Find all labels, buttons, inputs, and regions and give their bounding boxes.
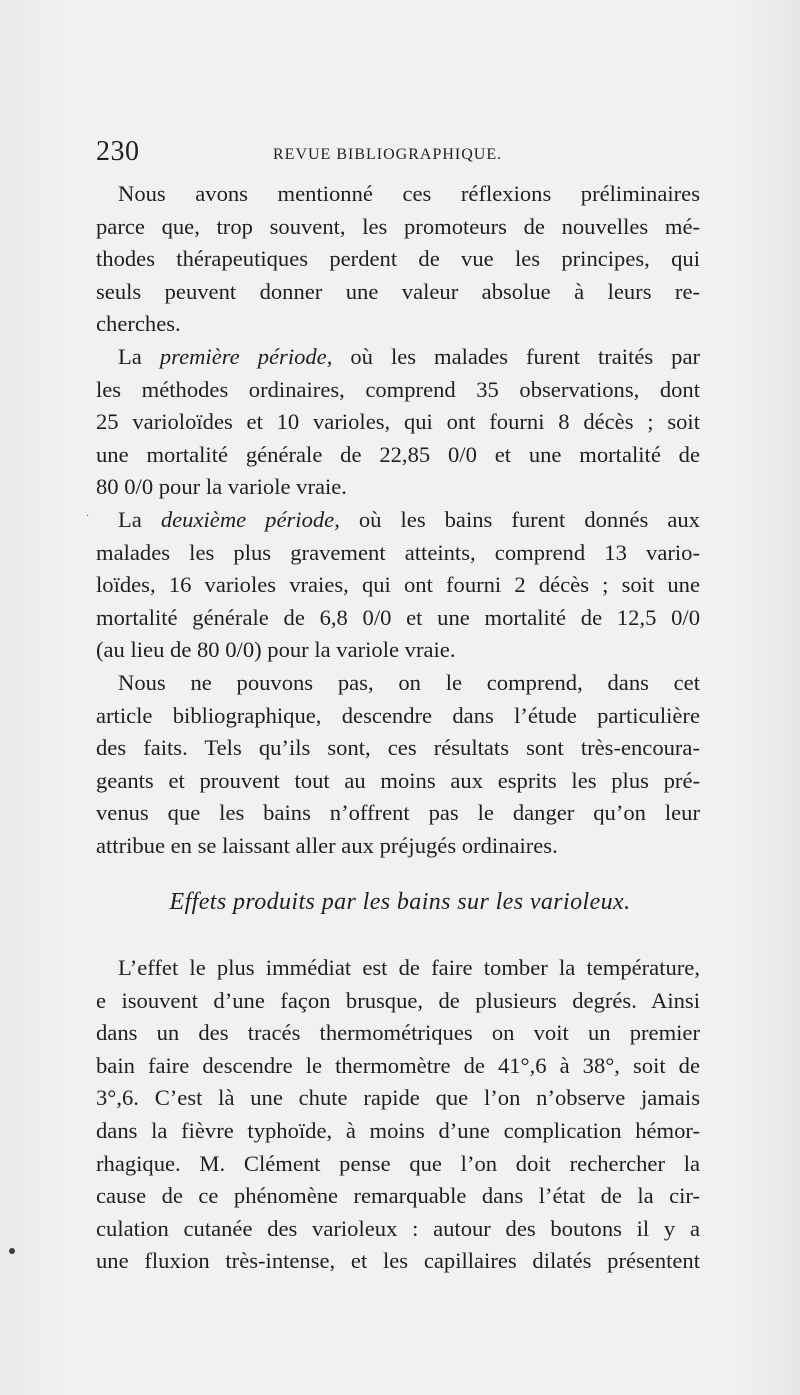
paragraph-line: dans un des tracés thermométriques on voit un premier xyxy=(96,1020,700,1046)
paragraph-line: thodes thérapeutiques perdent de vue les principes, qui xyxy=(96,246,700,272)
paragraph-line: venus que les bains n’offrent pas le danger qu’on leur xyxy=(96,800,700,826)
paragraph-line xyxy=(96,504,700,537)
paragraph-4 xyxy=(96,667,700,863)
running-head: REVUE BIBLIOGRAPHIQUE. xyxy=(273,146,503,163)
paragraph-line: parce que, trop souvent, les promoteurs de nouvelles mé- xyxy=(96,213,700,239)
page-header xyxy=(96,138,704,174)
paragraph-line: culation cutanée des varioleux : autour des boutons il y a xyxy=(96,1215,700,1241)
paragraph-5 xyxy=(96,952,700,1278)
paragraph-line: des faits. Tels qu’ils sont, ces résultats sont très-encoura- xyxy=(96,735,700,761)
edge-dot xyxy=(9,1248,15,1254)
paragraph-line: article bibliographique, descendre dans l’étude particulière xyxy=(96,702,700,728)
paragraph-line-suffix: où les bains furent donnés aux xyxy=(339,506,700,532)
paragraph-line-prefix: La xyxy=(118,343,160,369)
body-text-bottom xyxy=(96,952,700,1278)
paragraph-line: les méthodes ordinaires, comprend 35 observations, dont xyxy=(96,376,700,402)
paragraph-3 xyxy=(96,504,700,667)
margin-dot: · xyxy=(86,511,90,522)
paragraph-line: (au lieu de 80 0/0) pour la variole vraie. xyxy=(96,637,456,663)
paragraph-line: seuls peuvent donner une valeur absolue à leurs re- xyxy=(96,278,700,304)
paragraph-line: Nous ne pouvons pas, on le comprend, dans cet xyxy=(118,669,700,695)
paragraph-1 xyxy=(96,178,700,341)
paragraph-line: L’effet le plus immédiat est de faire tomber la température, xyxy=(118,955,700,980)
paragraph-line: cause de ce phénomène remarquable dans l’état de la cir- xyxy=(96,1183,700,1209)
paragraph-line-suffix: où les malades furent traités par xyxy=(332,343,701,369)
paragraph-line: attribue en se laissant aller aux préjugés ordinaires. xyxy=(96,832,558,858)
italic-phrase: deuxième période, xyxy=(160,506,340,532)
paragraph-line: une mortalité générale de 22,85 0/0 et une mortalité de xyxy=(96,441,700,467)
paragraph-line: 25 varioloïdes et 10 varioles, qui ont fourni 8 décès ; soit xyxy=(96,409,700,435)
paragraph-line: e isouvent d’une façon brusque, de plusieurs degrés. Ainsi xyxy=(96,987,700,1013)
paragraph-line: 80 0/0 pour la variole vraie. xyxy=(96,474,347,500)
paragraph-line: cherches. xyxy=(96,311,181,337)
section-title: Effets produits par les bains sur les varioleux. xyxy=(169,889,631,915)
body-text-top xyxy=(96,178,700,862)
paragraph-line: malades les plus gravement atteints, comprend 13 vario- xyxy=(96,539,700,565)
paragraph-line: 3°,6. C’est là une chute rapide que l’on n’observe jamais xyxy=(96,1085,700,1111)
paragraph-line: mortalité générale de 6,8 0/0 et une mortalité de 12,5 0/0 xyxy=(96,604,700,630)
paragraph-line xyxy=(96,341,700,374)
page-number: 230 xyxy=(96,136,140,167)
paragraph-line: bain faire descendre le thermomètre de 41°,6 à 38°, soit de xyxy=(96,1052,700,1078)
paragraph-line: une fluxion très-intense, et les capillaires dilatés présentent xyxy=(96,1248,700,1274)
paragraph-2 xyxy=(96,341,700,504)
paragraph-line: geants et prouvent tout au moins aux esprits les plus pré- xyxy=(96,767,700,793)
paragraph-line: dans la fièvre typhoïde, à moins d’une complication hémor- xyxy=(96,1117,700,1143)
paragraph-line: rhagique. M. Clément pense que l’on doit rechercher la xyxy=(96,1150,700,1176)
paragraph-line: Nous avons mentionné ces réflexions préliminaires xyxy=(118,181,700,206)
paragraph-line: loïdes, 16 varioles vraies, qui ont fourni 2 décès ; soit une xyxy=(96,572,700,598)
italic-phrase: première période, xyxy=(159,343,333,369)
paragraph-line-prefix: La xyxy=(118,506,161,532)
